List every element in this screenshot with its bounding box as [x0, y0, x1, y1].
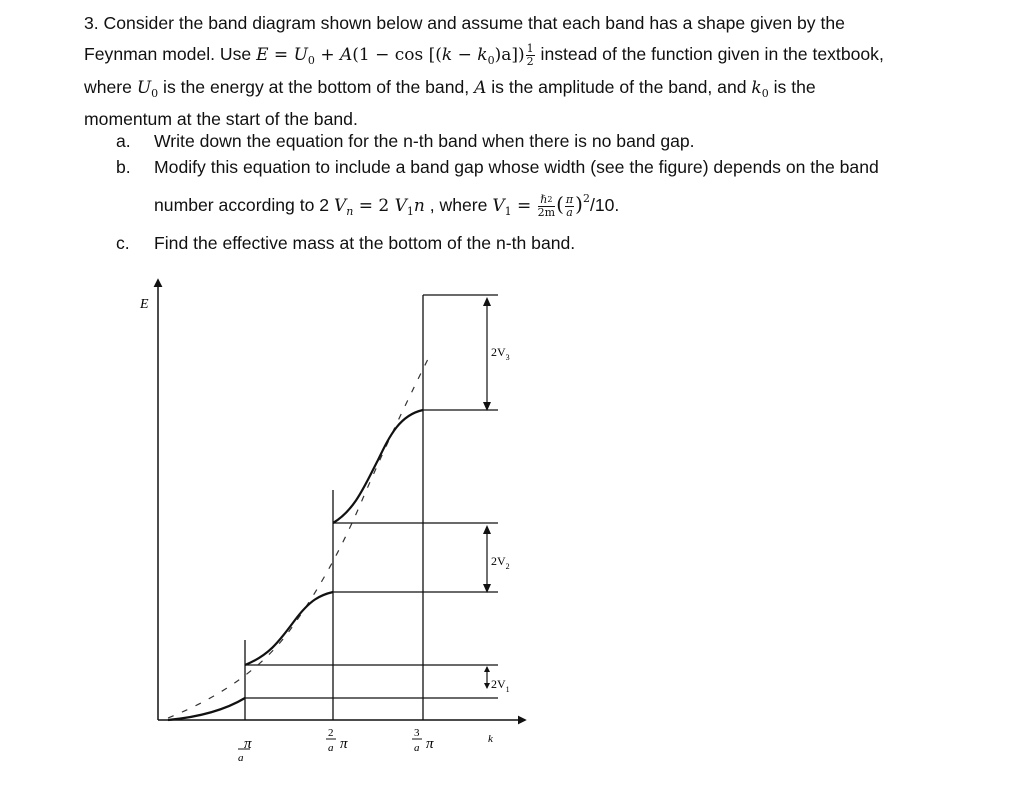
gap-label-2V3-sub: 3: [505, 353, 510, 362]
band-diagram-figure: [130, 270, 530, 770]
line3-k: k: [751, 78, 762, 98]
line3-mid2: is the amplitude of the band, and: [486, 77, 752, 97]
b2-post: /10.: [589, 195, 620, 215]
eq-U: U: [293, 45, 308, 65]
tick-1-pi: π: [244, 736, 252, 752]
b2-2m: 2m: [537, 205, 556, 219]
eq-minus: −: [452, 45, 478, 65]
problem-statement: [84, 8, 1004, 133]
gap-label-2V1-main: 2V: [491, 677, 506, 691]
b2-pre: number according to 2: [154, 195, 334, 215]
b2-paren-open: (: [556, 192, 564, 216]
band-2-curve: [245, 592, 333, 665]
subquestion-a-marker: a.: [116, 131, 131, 151]
b2-paren-close: ): [575, 192, 583, 216]
gap-label-2V1: [491, 677, 510, 694]
tick-2-pi: π: [340, 736, 348, 752]
eq-cos: (1 − cos [(: [352, 45, 442, 65]
tick-2-num: 2: [328, 727, 334, 739]
line3-k-sub: 0: [761, 87, 769, 100]
b2-V: V: [333, 196, 347, 216]
tick-3-den: a: [414, 742, 420, 754]
gap-label-2V2: [491, 554, 510, 571]
b2-hbar-fraction: [538, 194, 555, 219]
problem-line-1: 3. Consider the band diagram shown below and assume that each band has a shape given by the: [84, 13, 845, 33]
eq-k0-sub: 0: [487, 54, 495, 67]
subquestion-b-text: Modify this equation to include a band gap whose width (see the figure) depends on the band: [154, 157, 879, 177]
problem-line-2: [84, 39, 1004, 72]
gap-label-2V1-sub: 1: [505, 685, 510, 694]
tick-label-pi-over-a: [238, 736, 252, 764]
b2-1b: 1: [504, 205, 512, 218]
b2-pi: π: [565, 192, 574, 206]
eq-equals: =: [268, 45, 294, 65]
line3-U: U: [136, 78, 152, 98]
eq-U-sub: 0: [307, 54, 315, 67]
problem-line-3: [84, 72, 1004, 105]
tick-2-den: a: [328, 742, 334, 754]
eq-k: k: [441, 45, 453, 65]
free-electron-dashed-curve: [168, 355, 430, 718]
b2-n2: n: [413, 196, 425, 216]
line3-U-sub: 0: [151, 87, 159, 100]
b2-a: a: [566, 205, 573, 219]
gap-label-2V3: [491, 345, 510, 362]
subquestions: [116, 128, 1006, 256]
axis-label-k: k: [488, 733, 493, 745]
b2-hbar: ℏ: [540, 192, 548, 206]
tick-label-2pi-over-a: [326, 727, 348, 754]
eq-exponent-fraction: [526, 43, 535, 68]
eq-plus: +: [314, 45, 340, 65]
tick-3-num: 3: [414, 727, 420, 739]
feynman-equation: [256, 42, 536, 68]
b2-sq: 2: [582, 192, 590, 205]
subquestion-b: [116, 154, 1006, 180]
eq-k0: k: [477, 45, 488, 65]
line3-pre: where: [84, 77, 137, 97]
subquestion-c-marker: c.: [116, 233, 130, 253]
eq-frac-num: 1: [526, 42, 534, 55]
line2-pre: Feynman model. Use: [84, 44, 257, 64]
b2-eq2: =: [511, 196, 537, 216]
gap-label-2V2-main: 2V: [491, 554, 506, 568]
line3-mid: is the energy at the bottom of the band,: [158, 77, 475, 97]
subquestion-c-text: Find the effective mass at the bottom of the n-th band.: [154, 233, 576, 253]
eq-frac-den: 2: [526, 55, 534, 68]
gap-label-2V3-main: 2V: [491, 345, 506, 359]
tick-3-pi: π: [426, 736, 434, 752]
band-1-curve: [168, 698, 245, 720]
tick-label-3pi-over-a: [412, 727, 434, 754]
line3-A: A: [474, 78, 487, 98]
line2-post: instead of the function given in the textbook,: [535, 44, 884, 64]
b2-eq: = 2: [353, 196, 395, 216]
band-3-curve: [333, 410, 423, 523]
eq-close: )a]): [494, 45, 525, 65]
subquestion-a: [116, 128, 1006, 154]
eq-A: A: [339, 45, 353, 65]
gap-label-2V2-sub: 2: [505, 562, 510, 571]
line3-post: is the: [768, 77, 816, 97]
b2-pi-fraction: [565, 194, 574, 219]
b2-n: n: [346, 205, 354, 218]
subquestion-b-marker: b.: [116, 157, 131, 177]
axis-label-E: E: [140, 297, 149, 312]
subquestion-b-line2: [116, 180, 1006, 220]
b2-V1b: V: [492, 196, 505, 216]
b2-V1: V: [394, 196, 407, 216]
tick-1-den: a: [238, 752, 244, 764]
subquestion-c: [116, 230, 1006, 256]
b2-hbar-sq: 2: [547, 194, 553, 204]
b2-hbar-num: [538, 194, 555, 207]
b2-where: , where: [424, 195, 493, 215]
eq-E: E: [256, 45, 269, 65]
problem-line-4: momentum at the start of the band.: [84, 109, 358, 129]
b2-1: 1: [406, 205, 414, 218]
subquestion-a-text: Write down the equation for the n-th band when there is no band gap.: [154, 131, 695, 151]
